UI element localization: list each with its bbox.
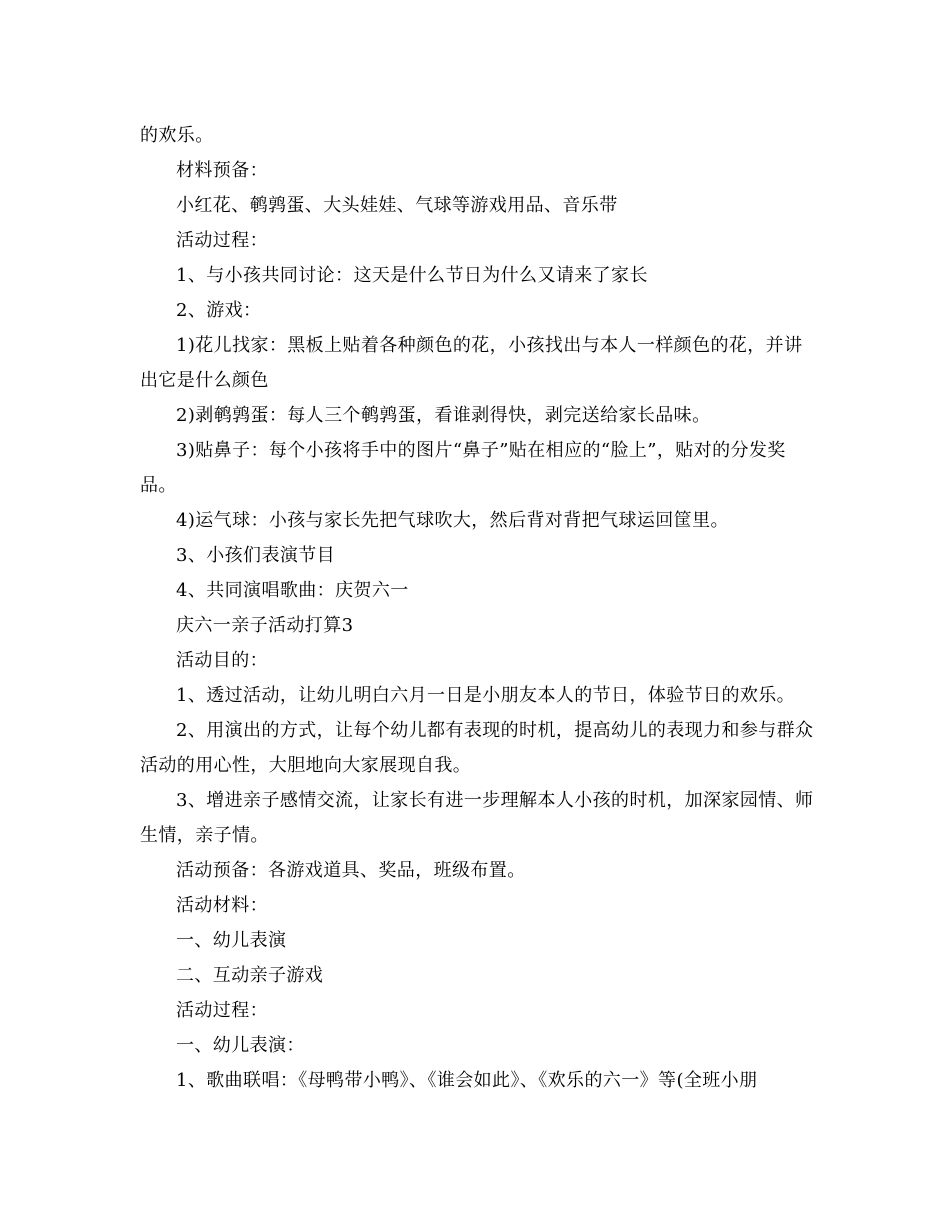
paragraph-4: 活动过程： xyxy=(176,230,268,251)
paragraph-8: 2)剥鹌鹑蛋：每人三个鹌鹑蛋，看谁剥得快，剥完送给家长品味。 xyxy=(176,405,711,426)
paragraph-21: 二、互动亲子游戏 xyxy=(176,965,324,986)
paragraph-2: 材料预备： xyxy=(176,160,268,181)
paragraph-12: 4、共同演唱歌曲：庆贺六一 xyxy=(176,580,409,601)
paragraph-16: 2、用演出的方式，让每个幼儿都有表现的时机，提高幼儿的表现力和参与群众活动的用心性，大胆地向大家展现自我。 xyxy=(140,720,814,776)
paragraph-9: 3)贴鼻子：每个小孩将手中的图片“鼻子”贴在相应的“脸上”，贴对的分发奖品。 xyxy=(140,440,786,496)
paragraph-7: 1)花儿找家：黑板上贴着各种颜色的花，小孩找出与本人一样颜色的花，并讲出它是什么颜色 xyxy=(140,335,803,391)
paragraph-5: 1、与小孩共同讨论：这天是什么节日为什么又请来了家长 xyxy=(176,265,648,286)
document-body xyxy=(140,118,820,1098)
paragraph-22: 活动过程： xyxy=(176,1000,268,1021)
paragraph-11: 3、小孩们表演节目 xyxy=(176,545,336,566)
paragraph-19: 活动材料： xyxy=(176,895,268,916)
paragraph-14: 活动目的： xyxy=(176,650,268,671)
section-title: 庆六一亲子活动打算3 xyxy=(176,615,354,636)
paragraph-1: 的欢乐。 xyxy=(140,125,214,146)
paragraph-23: 一、幼儿表演： xyxy=(176,1035,305,1056)
paragraph-20: 一、幼儿表演 xyxy=(176,930,287,951)
paragraph-17: 3、增进亲子感情交流，让家长有进一步理解本人小孩的时机，加深家园情、师生情，亲子情。 xyxy=(140,790,814,846)
paragraph-3: 小红花、鹌鹑蛋、大头娃娃、气球等游戏用品、音乐带 xyxy=(176,195,618,216)
paragraph-24: 1、歌曲联唱：《母鸭带小鸭》、《谁会如此》、《欢乐的六一》等(全班小朋 xyxy=(176,1070,758,1091)
paragraph-10: 4)运气球：小孩与家长先把气球吹大，然后背对背把气球运回筐里。 xyxy=(176,510,729,531)
paragraph-6: 2、游戏： xyxy=(176,300,262,321)
paragraph-15: 1、透过活动，让幼儿明白六月一日是小朋友本人的节日，体验节日的欢乐。 xyxy=(176,685,796,706)
paragraph-18: 活动预备：各游戏道具、奖品，班级布置。 xyxy=(176,860,526,881)
